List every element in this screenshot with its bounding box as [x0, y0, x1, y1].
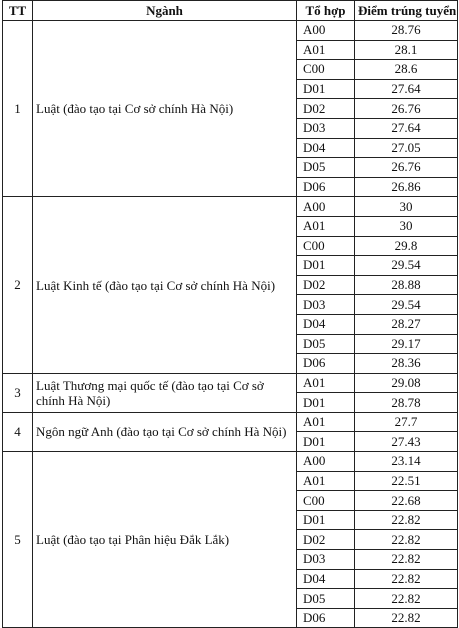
admission-score: 27.7: [355, 412, 458, 432]
admission-score: 27.05: [355, 138, 458, 158]
subject-combination: D04: [297, 314, 355, 334]
subject-combination: D01: [297, 432, 355, 452]
subject-combination: A01: [297, 40, 355, 60]
admission-score: 28.27: [355, 314, 458, 334]
subject-combination: D01: [297, 256, 355, 276]
subject-combination: D03: [297, 118, 355, 138]
admission-score: 30: [355, 197, 458, 217]
header-row: [3, 1, 458, 21]
header-combo: Tổ hợp: [297, 1, 355, 21]
admission-score: 28.1: [355, 40, 458, 60]
admission-score: 23.14: [355, 452, 458, 472]
admission-score: 26.76: [355, 99, 458, 119]
row-number: 1: [3, 21, 33, 197]
subject-combination: D06: [297, 354, 355, 374]
admission-score: 22.51: [355, 471, 458, 491]
header-tt: TT: [3, 1, 33, 21]
subject-combination: D05: [297, 158, 355, 178]
subject-combination: C00: [297, 491, 355, 511]
major-name: Luật Kinh tế (đào tạo tại Cơ sở chính Hà Nội): [33, 197, 297, 373]
subject-combination: D01: [297, 393, 355, 413]
subject-combination: D01: [297, 79, 355, 99]
major-name: Luật (đào tạo tại Phân hiệu Đắk Lắk): [33, 452, 297, 628]
admission-score: 28.76: [355, 21, 458, 41]
admission-score: 22.68: [355, 491, 458, 511]
admission-score: 27.43: [355, 432, 458, 452]
table-row: [3, 412, 458, 432]
admission-score: 26.86: [355, 177, 458, 197]
admission-score: 30: [355, 216, 458, 236]
admission-score: 29.17: [355, 334, 458, 354]
admission-score: 29.8: [355, 236, 458, 256]
admission-score: 28.88: [355, 275, 458, 295]
subject-combination: A01: [297, 216, 355, 236]
major-name: Luật Thương mại quốc tế (đào tạo tại Cơ sở chính Hà Nội): [33, 373, 297, 412]
header-score: Điểm trúng tuyển: [355, 1, 458, 21]
subject-combination: A01: [297, 373, 355, 393]
row-number: 4: [3, 412, 33, 451]
row-number: 2: [3, 197, 33, 373]
subject-combination: D05: [297, 589, 355, 609]
table-row: [3, 452, 458, 472]
major-name: Luật (đào tạo tại Cơ sở chính Hà Nội): [33, 21, 297, 197]
subject-combination: D06: [297, 177, 355, 197]
admission-score: 29.08: [355, 373, 458, 393]
subject-combination: D02: [297, 530, 355, 550]
subject-combination: D01: [297, 510, 355, 530]
admission-scores-table: [2, 0, 458, 628]
admission-score: 28.78: [355, 393, 458, 413]
admission-score: 27.64: [355, 118, 458, 138]
table-body: [3, 21, 458, 628]
admission-score: 22.82: [355, 608, 458, 628]
admission-score: 27.64: [355, 79, 458, 99]
table-header: [3, 1, 458, 21]
header-major: Ngành: [33, 1, 297, 21]
table-row: [3, 21, 458, 41]
admission-score: 22.82: [355, 530, 458, 550]
subject-combination: C00: [297, 236, 355, 256]
row-number: 5: [3, 452, 33, 628]
subject-combination: A00: [297, 452, 355, 472]
subject-combination: A00: [297, 21, 355, 41]
admission-score: 28.36: [355, 354, 458, 374]
table-row: [3, 373, 458, 393]
subject-combination: D04: [297, 569, 355, 589]
admission-score: 22.82: [355, 589, 458, 609]
admission-score: 28.6: [355, 60, 458, 80]
subject-combination: D05: [297, 334, 355, 354]
row-number: 3: [3, 373, 33, 412]
subject-combination: C00: [297, 60, 355, 80]
subject-combination: D06: [297, 608, 355, 628]
subject-combination: D02: [297, 275, 355, 295]
admission-score: 29.54: [355, 295, 458, 315]
major-name: Ngôn ngữ Anh (đào tạo tại Cơ sở chính Hà Nội): [33, 412, 297, 451]
subject-combination: D03: [297, 550, 355, 570]
subject-combination: A00: [297, 197, 355, 217]
subject-combination: A01: [297, 471, 355, 491]
subject-combination: D03: [297, 295, 355, 315]
table-row: [3, 197, 458, 217]
admission-score: 22.82: [355, 569, 458, 589]
admission-score: 22.82: [355, 550, 458, 570]
subject-combination: D02: [297, 99, 355, 119]
subject-combination: A01: [297, 412, 355, 432]
admission-score: 26.76: [355, 158, 458, 178]
admission-score: 22.82: [355, 510, 458, 530]
subject-combination: D04: [297, 138, 355, 158]
admission-score: 29.54: [355, 256, 458, 276]
